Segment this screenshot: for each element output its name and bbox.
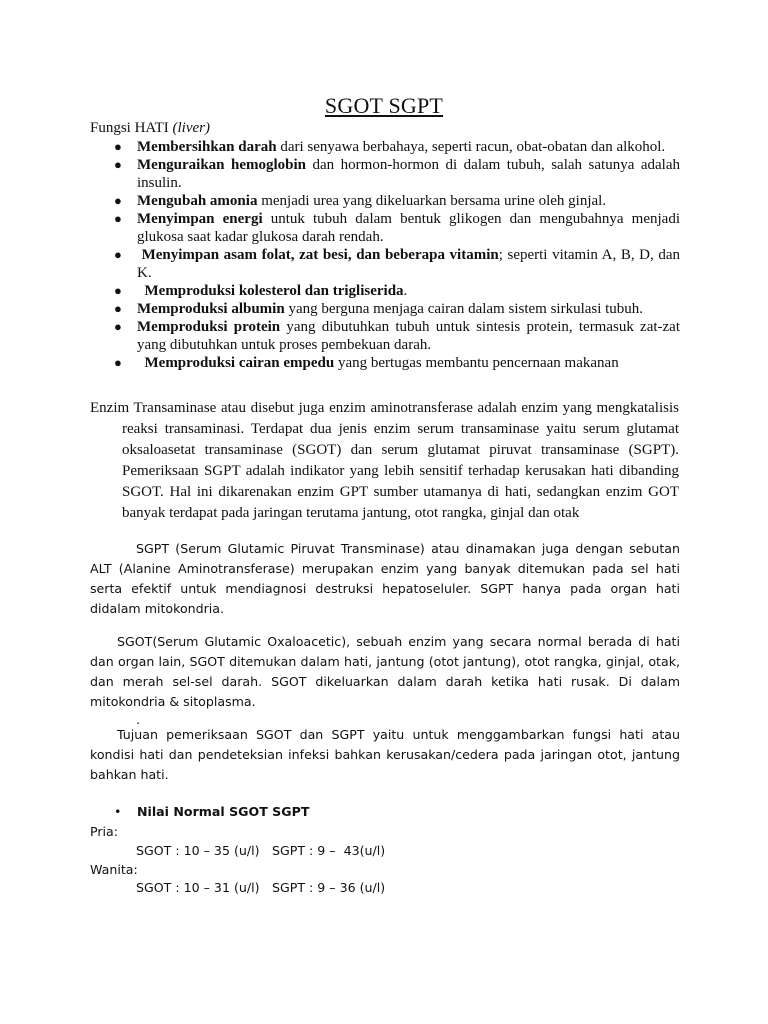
fungsi-prefix: Fungsi HATI bbox=[90, 120, 173, 136]
item-bold: Menyimpan energi bbox=[137, 211, 263, 227]
item-text: menjadi urea yang dikeluarkan bersama urine oleh ginjal. bbox=[257, 193, 607, 209]
nilai-normal-title: Nilai Normal SGOT SGPT bbox=[137, 804, 310, 819]
bullet-icon: ● bbox=[114, 283, 122, 298]
wanita-values-row bbox=[136, 880, 385, 895]
bullet-icon: ● bbox=[114, 319, 122, 334]
item-bold: Menyimpan asam folat, zat besi, dan beberapa vitamin bbox=[137, 247, 499, 263]
item-bold: Menguraikan hemoglobin bbox=[137, 157, 307, 173]
item-text: untuk tubuh dalam bentuk glikogen dan mengubahnya menjadi glukosa saat kadar glukosa darah rendah. bbox=[137, 211, 680, 245]
bullet-icon: ● bbox=[114, 211, 122, 226]
pria-sgpt-value: SGPT : 9 – 43(u/l) bbox=[272, 843, 386, 858]
item-bold: Memproduksi kolesterol dan trigliserida bbox=[137, 283, 404, 299]
bullet-icon: ● bbox=[114, 139, 122, 154]
item-bold: Memproduksi cairan empedu bbox=[137, 355, 335, 371]
bullet-icon: ● bbox=[114, 247, 122, 262]
item-text: ; seperti vitamin A, B, D, dan K. bbox=[137, 247, 680, 281]
item-text: yang dibutuhkan tubuh untuk sintesis protein, termasuk zat-zat yang dibutuhkan untuk proses pembekuan darah. bbox=[137, 319, 680, 353]
item-bold: Memproduksi albumin bbox=[137, 301, 285, 317]
item-text: . bbox=[403, 283, 408, 299]
list-item bbox=[90, 282, 680, 300]
sgot-paragraph: SGOT(Serum Glutamic Oxaloacetic), sebuah enzim yang secara normal berada di hati dan organ lain, SGOT ditemukan dalam hati, jantung (otot jantung), otot rangka, ginjal, otak, dan merah sel-sel darah. SGOT dikeluarkan dalam darah ketika hati rusak. Di dalam mitokondria & sitoplasma. bbox=[90, 634, 680, 709]
bullet-icon: • bbox=[114, 804, 122, 819]
enzim-transaminase-paragraph: Enzim Transaminase atau disebut juga enzim aminotransferase adalah enzim yang mengkatalisis reaksi transaminasi. Terdapat dua jenis enzim serum transaminase yaitu serum glutamat oksaloasetat transaminase (SGOT) dan serum glutamat piruvat transaminase (SGPT). Pemeriksaan SGPT adalah indikator yang lebih sensitif terhadap kerusakan hati dibanding SGOT. Hal ini dikarenakan enzim GPT sumber utamanya di hati, sedangkan enzim GOT banyak terdapat pada jaringan terutama jantung, otot rangka, ginjal dan otak bbox=[90, 400, 679, 521]
item-text: yang berguna menjaga cairan dalam sistem sirkulasi tubuh. bbox=[284, 301, 644, 317]
sgpt-paragraph: SGPT (Serum Glutamic Piruvat Transminase) atau dinamakan juga dengan sebutan ALT (Alanine Aminotransferase) merupakan enzim yang banyak ditemukan pada sel hati serta efektif untuk mendiagnosi destruksi hepatoseluler. SGPT hanya pada organ hati didalam mitokondria. bbox=[90, 541, 680, 616]
item-bold: Membersihkan darah bbox=[137, 139, 277, 155]
liver-function-list bbox=[90, 138, 680, 372]
list-item bbox=[90, 246, 680, 282]
pria-sgot-value: SGOT : 10 – 35 (u/l) bbox=[136, 843, 260, 858]
wanita-sgot-value: SGOT : 10 – 31 (u/l) bbox=[136, 880, 260, 895]
bullet-icon: ● bbox=[114, 157, 122, 172]
wanita-sgpt-value: SGPT : 9 – 36 (u/l) bbox=[272, 880, 386, 895]
document-title: SGOT SGPT bbox=[324, 93, 444, 118]
list-item bbox=[90, 210, 680, 246]
list-item bbox=[90, 156, 680, 192]
dot-separator: . bbox=[136, 712, 141, 727]
list-item bbox=[90, 354, 680, 372]
list-item bbox=[90, 318, 680, 354]
item-text: dari senyawa berbahaya, seperti racun, obat-obatan dan alkohol. bbox=[276, 139, 666, 155]
bullet-icon: ● bbox=[114, 193, 122, 208]
bullet-icon: ● bbox=[114, 355, 122, 370]
list-item bbox=[90, 192, 680, 210]
item-text: yang bertugas membantu pencernaan makanan bbox=[334, 355, 619, 371]
pria-label: Pria: bbox=[90, 824, 119, 839]
item-bold: Memproduksi protein bbox=[137, 319, 281, 335]
bullet-icon: ● bbox=[114, 301, 122, 316]
fungsi-italic: (liver) bbox=[172, 120, 210, 136]
pria-values-row bbox=[136, 843, 385, 858]
list-item bbox=[90, 138, 680, 156]
fungsi-hati-heading bbox=[90, 120, 210, 137]
item-bold: Mengubah amonia bbox=[137, 193, 258, 209]
tujuan-paragraph: Tujuan pemeriksaan SGOT dan SGPT yaitu untuk menggambarkan fungsi hati atau kondisi hati dan pendeteksian infeksi bahkan kerusakan/cedera pada jaringan otot, jantung bahkan hati. bbox=[90, 727, 680, 782]
list-item bbox=[90, 300, 680, 318]
wanita-label: Wanita: bbox=[90, 862, 138, 877]
item-text: dan hormon-hormon di dalam tubuh, salah satunya adalah insulin. bbox=[137, 157, 680, 191]
